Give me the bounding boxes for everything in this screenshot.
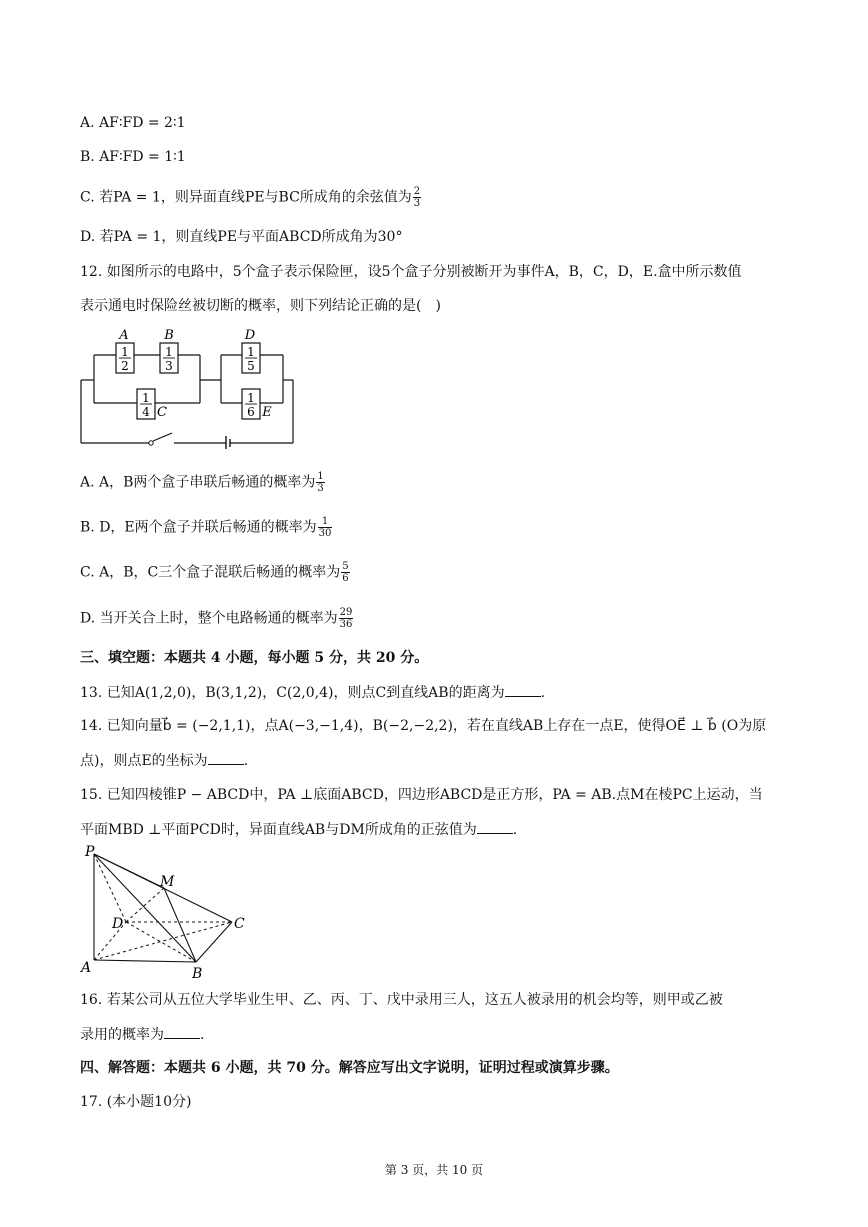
vertex-p-label: P — [85, 844, 95, 860]
section4-title: 四、解答题：本题共 6 小题，共 70 分。解答应写出文字说明，证明过程或演算步骤。 — [80, 1060, 619, 1076]
fraction-numerator: 1 — [317, 471, 324, 482]
q13 — [80, 682, 545, 703]
q15-answer-blank — [477, 819, 513, 834]
q11-option-a: A. AF∶FD = 2∶1 — [80, 115, 186, 131]
fuse-d-label: D — [244, 328, 256, 343]
q17-heading: 17. (本小题10分) — [80, 1094, 192, 1110]
q12-option-b-fraction — [318, 516, 333, 539]
q11-option-c — [80, 186, 421, 209]
q14-text: 点)，则点E的坐标为 — [80, 753, 208, 769]
fraction-denominator: 30 — [318, 528, 332, 539]
q12-option-c — [80, 561, 350, 584]
fuse-e-num: 1 — [247, 391, 255, 405]
q15-end: . — [512, 822, 518, 838]
circuit-diagram — [76, 325, 300, 449]
q11-option-c-fraction — [413, 186, 421, 209]
fraction-numerator: 1 — [318, 516, 333, 528]
q11-option-b: B. AF∶FD = 1∶1 — [80, 149, 186, 165]
fraction-numerator: 5 — [342, 561, 349, 572]
q12-option-d-fraction — [339, 607, 354, 630]
fuse-d-num: 1 — [247, 345, 255, 359]
fuse-c-num: 1 — [142, 391, 150, 405]
q13-end: . — [540, 685, 546, 701]
fuse-box-a — [116, 328, 134, 373]
fuse-e-label: E — [262, 405, 272, 420]
q13-answer-blank — [505, 682, 541, 697]
q13-text: 13. 已知A(1,2,0)，B(3,1,2)，C(2,0,4)，则点C到直线AB的距离为 — [80, 685, 505, 701]
q16-text: 录用的概率为 — [80, 1027, 164, 1043]
fuse-b-num: 1 — [165, 345, 173, 359]
q15-line2 — [80, 819, 517, 840]
fuse-box-c — [137, 389, 167, 420]
q12-stem-line2: 表示通电时保险丝被切断的概率，则下列结论正确的是( ) — [80, 298, 441, 314]
q12-option-b-text: B. D，E两个盒子并联后畅通的概率为 — [80, 519, 317, 536]
q14-answer-blank — [208, 750, 244, 765]
fuse-c-den: 4 — [142, 405, 150, 419]
q15-text: 平面MBD ⊥平面PCD时，异面直线AB与DM所成角的正弦值为 — [80, 822, 477, 838]
q12-option-c-text: C. A，B，C三个盒子混联后畅通的概率为 — [80, 564, 341, 581]
q11-option-d: D. 若PA = 1，则直线PE与平面ABCD所成角为30° — [80, 229, 403, 245]
q14-line1: 14. 已知向量b⃗ = (−2,1,1)，点A(−3,−1,4)，B(−2,−2,2)，若在直线AB上存在一点E，使得OE⃗ ⊥ b⃗ (O为原 — [80, 718, 767, 734]
q15-line1: 15. 已知四棱锥P − ABCD中，PA ⊥底面ABCD，四边形ABCD是正方形，PA = AB.点M在棱PC上运动，当 — [80, 787, 763, 803]
vertex-c-label: C — [234, 916, 245, 932]
fraction-numerator: 29 — [339, 607, 353, 618]
fuse-box-d — [242, 328, 260, 373]
vertex-b-label: B — [192, 966, 203, 982]
q12-option-d-text: D. 当开关合上时，整个电路畅通的概率为 — [80, 610, 338, 627]
fuse-c-label: C — [157, 405, 167, 420]
fuse-e-den: 6 — [247, 405, 255, 419]
fraction-denominator: 6 — [342, 573, 349, 584]
pyramid-diagram — [76, 842, 252, 982]
q12-stem-line1: 12. 如图所示的电路中，5个盒子表示保险匣，设5个盒子分别被断开为事件A，B，C，D，E.盒中所示数值 — [80, 264, 742, 280]
q16-line2 — [80, 1024, 204, 1045]
q11-option-c-text: C. 若PA = 1，则异面直线PE与BC所成角的余弦值为 — [80, 189, 412, 206]
fuse-a-den: 2 — [121, 359, 129, 373]
q12-option-c-fraction — [341, 561, 349, 584]
q12-option-a-text: A. A，B两个盒子串联后畅通的概率为 — [80, 474, 316, 491]
q16-answer-blank — [164, 1024, 200, 1039]
q12-option-a — [80, 471, 325, 494]
fuse-b-label: B — [164, 328, 174, 343]
fraction-denominator: 3 — [413, 198, 421, 209]
fuse-d-den: 5 — [247, 359, 255, 373]
vertex-a-label: A — [81, 960, 92, 976]
q16-end: . — [200, 1027, 205, 1043]
q14-line2 — [80, 750, 248, 771]
fraction-numerator: 2 — [413, 186, 421, 197]
vertex-m-label: M — [160, 874, 175, 890]
fraction-denominator: 36 — [339, 619, 353, 630]
q16-line1: 16. 若某公司从五位大学毕业生甲、乙、丙、丁、戊中录用三人，这五人被录用的机会均等，则甲或乙被 — [80, 992, 723, 1008]
q12-option-b — [80, 516, 332, 539]
fuse-b-den: 3 — [165, 359, 173, 373]
fuse-a-label: A — [119, 328, 129, 343]
q12-option-a-fraction — [316, 471, 324, 494]
fuse-a-num: 1 — [121, 345, 129, 359]
q12-option-d — [80, 607, 353, 630]
vertex-d-label: D — [112, 916, 124, 932]
fraction-denominator: 3 — [317, 483, 324, 494]
fuse-box-b — [160, 328, 178, 373]
page-footer: 第 3 页，共 10 页 — [384, 1163, 484, 1177]
q14-end: . — [243, 753, 249, 769]
section3-title: 三、填空题：本题共 4 小题，每小题 5 分，共 20 分。 — [80, 650, 429, 666]
fuse-box-e — [242, 389, 272, 420]
